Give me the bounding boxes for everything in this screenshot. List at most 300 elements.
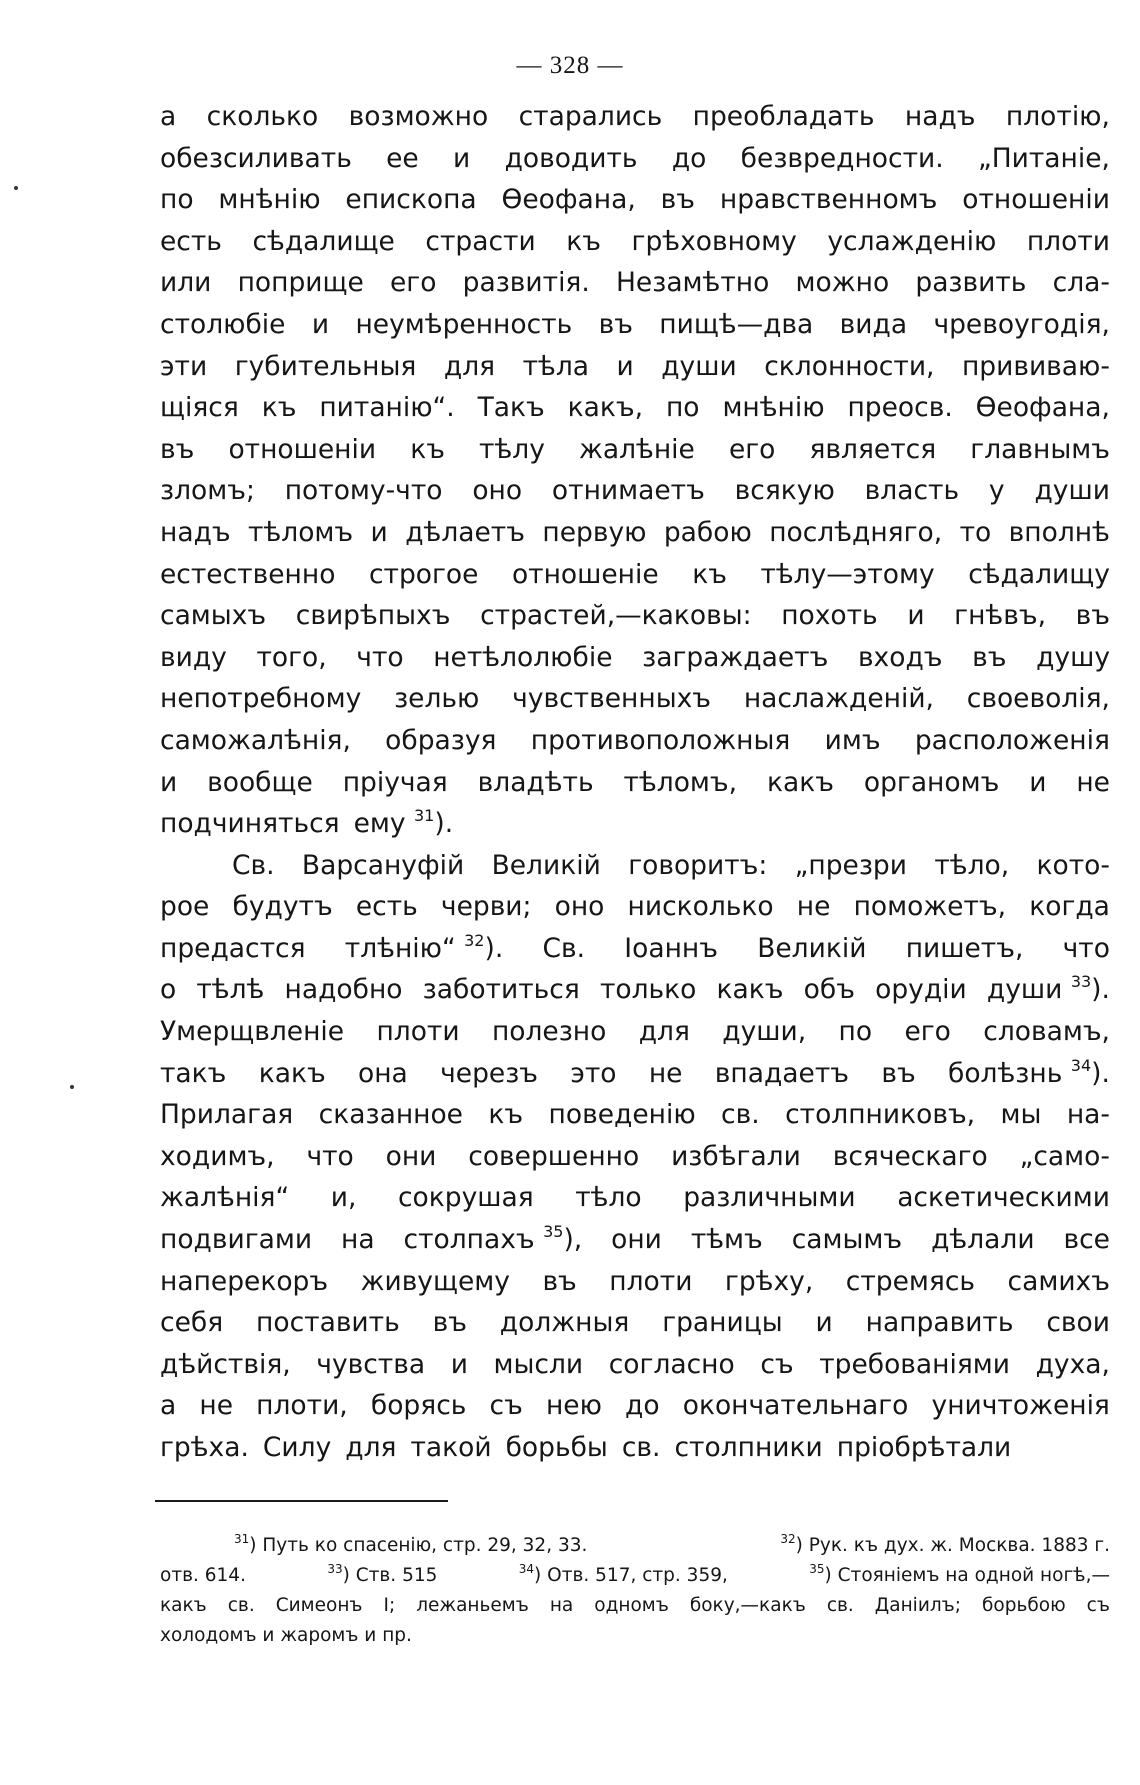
word: какъ [716,974,784,1006]
text-line [160,762,1110,804]
page-number: — 328 — [516,52,624,79]
word: говоритъ: [628,849,768,881]
word: его [389,267,437,299]
word: старались [518,101,663,132]
word: отношеніе [511,558,659,590]
word: въ [432,1307,467,1339]
word: поставить [256,1307,400,1339]
footnote-ref: 33 [1070,972,1092,992]
footnote-32 [780,1531,1110,1561]
word: не [1076,766,1110,798]
word: ему $^{31}$). [353,806,454,840]
word: столпахъ $^{35}$), [403,1222,583,1256]
word: страстей,—каковы: [480,600,752,632]
footnote-marker: 35 [809,1562,825,1576]
word: что [306,1140,354,1172]
word: нравственномъ [719,184,938,216]
word: мы [1000,1099,1042,1131]
text-line [160,554,1110,596]
text-line [160,387,1110,429]
word: что [356,641,404,673]
word: какъ, [567,392,644,424]
word: главнымъ [970,433,1110,465]
word: отнимаетъ [551,475,705,507]
word: доводить [504,142,638,174]
word: надобно [284,974,403,1006]
footnote-ref: 34 [1070,1055,1092,1075]
word: плоти [1026,225,1110,257]
word: епископа [345,184,477,216]
word: души $^{33}$). [986,972,1110,1006]
word: для [345,1432,397,1463]
word: Іоаннъ [624,932,718,964]
footnote-rule [155,1500,448,1502]
word: св. [227,1595,255,1616]
word: потому-что [284,475,443,507]
word: такой [410,1432,492,1463]
word: ходимъ, [160,1140,275,1172]
word: они [385,1140,437,1172]
word: оно [554,891,605,923]
text-line [160,429,1110,471]
word: владѣть [477,766,594,798]
word: саможалѣнія, [160,724,351,756]
footnote-33 [327,1561,437,1591]
word: чревоугодія, [933,308,1110,340]
text-line [160,886,1110,928]
footnote-marker: 34 [518,1562,535,1576]
word: Незамѣтно [616,267,770,299]
text-line [160,1094,1110,1136]
word: согласно [608,1348,735,1380]
word: кото- [1036,849,1110,881]
word: не [199,1390,234,1422]
word: „презри [794,849,907,881]
word: въ [598,308,633,340]
text-line [160,1177,1110,1219]
word: непотребному [160,683,362,715]
word: Умерщвленіе [160,1016,345,1048]
word: не [648,1057,683,1089]
word: власть [864,475,960,507]
word: какъ [766,766,834,798]
word: заграждаетъ [642,641,829,673]
word: Симеонъ [275,1595,363,1616]
word: и [160,766,178,798]
word: сла- [1052,267,1110,299]
word: борясь [370,1390,467,1422]
word: жалѣніе [578,433,695,465]
word: направить [865,1307,1014,1339]
text-line [160,304,1110,346]
text-line [160,96,1110,138]
word: плоти [376,1016,460,1048]
word: пріобрѣтали [836,1432,1012,1463]
word: когда [1029,891,1110,923]
word: щіяся [160,392,239,424]
word: развить [915,267,1027,299]
word: наперекоръ [160,1265,329,1297]
word: вида [839,308,908,340]
word: всякую [734,475,835,507]
word: орудіи [875,974,967,1006]
word: до [625,1390,660,1422]
word: къ [692,558,727,590]
word: питанію“. [319,392,455,424]
word: безвредности. [740,142,944,174]
word: обезсиливать [160,142,352,174]
scan-speck [14,186,18,190]
word: тѣло, [934,849,1010,881]
text-line [160,595,1110,637]
word: или [160,267,212,299]
word: Прилагая [160,1099,294,1131]
word: дѣйствія, [160,1348,291,1380]
text-line [160,179,1110,221]
word: входъ [857,641,943,673]
word: его [728,433,776,465]
text-line [160,1344,1110,1386]
word: объ [803,974,855,1006]
word: тѣлу—этому [760,558,935,590]
body-text [160,96,1110,1469]
text-line [160,138,1110,180]
word: отношеніи [228,433,377,465]
word: вполнѣ [1008,516,1110,548]
footnote-ref: 32 [464,930,485,950]
word: чувства [316,1348,426,1380]
word: на [549,1595,574,1616]
word: тѣло [575,1182,642,1214]
word: плоти [609,1265,693,1297]
word: и [815,1307,833,1339]
footnote-text: отв. 614. [160,1565,246,1586]
word: поприще [237,267,364,299]
word: сколько [206,101,319,132]
footnote-line [160,1531,1110,1561]
word: тѣломъ [248,516,354,548]
word: Св. [542,932,586,964]
word: виду [160,641,227,673]
word: вообще [207,766,313,798]
word: „само- [1019,1140,1110,1172]
text-line [160,1302,1110,1344]
word: „Питаніе, [977,142,1110,174]
footnote-marker: 33 [327,1562,343,1576]
word: это [570,1057,617,1089]
word: она [358,1057,408,1089]
word: а [160,101,177,132]
footnote-text: ) Рук. къ дух. ж. Москва. 1883 г. [795,1535,1110,1556]
word: къ [566,225,601,257]
word: Св. [232,849,275,881]
word: тѣла [522,350,589,382]
word: является [809,433,937,465]
footnote-text: ) Ств. 515 [342,1565,438,1586]
text-line [160,221,1110,263]
word: съ [760,1348,794,1380]
word: нисколько [627,891,774,923]
word: къ [488,1099,524,1131]
word: душу [1036,641,1110,673]
text-line [160,720,1110,762]
word: развитія. [462,267,590,299]
word: души, [722,1016,807,1048]
word: столпники [674,1432,823,1463]
word: самымъ [791,1224,903,1256]
footnote-ref: 31 [414,806,435,826]
word: I; [383,1595,396,1616]
word: преобладать [692,101,875,132]
word: самыхъ [160,600,267,632]
word: о [160,974,177,1006]
word: послѣдняго, [769,516,943,548]
word: въ [660,184,695,216]
word: и [311,308,330,340]
word: такъ [160,1057,227,1089]
word: сказанное [318,1099,463,1131]
word: тѣлу [479,433,545,465]
word: Силу [262,1432,332,1463]
word: тѣмъ [690,1224,763,1256]
word: своеволія, [966,683,1110,715]
word: къ [261,392,297,424]
word: Великій [491,849,601,881]
text-line [160,1427,1110,1469]
word: тѣлѣ [196,974,265,1006]
word: отношеніи [962,184,1110,216]
word: что [1062,932,1110,964]
word: все [1063,1224,1110,1256]
text-line [160,262,1110,304]
footnote-text: ) Путь ко спасенію, стр. 29, 32, 33. [249,1535,588,1556]
footnote-marker: 31 [234,1532,250,1546]
word: а [160,1390,177,1422]
word: они [611,1224,662,1256]
footnote-ref: 35 [543,1222,564,1242]
text-line [160,1136,1110,1178]
word: Даніилъ; [874,1595,961,1616]
word: болѣзнь $^{34}$). [947,1055,1110,1089]
word: прививаю- [961,350,1110,382]
footnote-31 [234,1531,587,1561]
word: по [160,184,194,216]
word: и, [330,1182,357,1214]
word: есть [160,225,222,257]
word: рабою [663,516,752,548]
word: и [616,350,634,382]
word: поведенію [548,1099,696,1131]
word: того, [256,641,327,673]
word: только [599,974,697,1006]
text-line [160,928,1110,970]
word: грѣховному [631,225,797,257]
text-line [160,346,1110,388]
word: плотію, [1005,101,1110,132]
word: духа, [1035,1348,1110,1380]
word: св. [826,1595,854,1616]
footnote-35 [809,1561,1110,1591]
word: преосв. [847,392,953,424]
word: есть [355,891,418,923]
word: столпниковъ, [785,1099,976,1131]
word: аскетическими [897,1182,1110,1214]
word: оно [472,475,523,507]
word: губительныя [234,350,417,382]
word: какъ [258,1057,326,1089]
word: Такъ [477,392,545,424]
word: и [1029,766,1047,798]
word: самихъ [1007,1265,1110,1297]
word: возможно [348,101,489,132]
word: гнѣвъ, [954,600,1046,632]
word: по [665,392,700,424]
word: чувственныхъ [512,683,712,715]
word: пишетъ, [905,932,1024,964]
word: уничтоженія [931,1390,1110,1422]
word: сокрушая [397,1182,534,1214]
word: сѣдалище [252,225,395,257]
word: подвигами [160,1224,313,1256]
text-line [160,845,1110,887]
word: до [671,142,707,174]
footnotes [160,1531,1110,1651]
word: эти [160,350,208,382]
word: расположенія [914,724,1110,756]
word: не [796,891,831,923]
text-line [160,1053,1110,1095]
text-line [160,678,1110,720]
word: склонности, [764,350,935,382]
word: въ [160,433,195,465]
word: себя [160,1307,224,1339]
word: образуя [385,724,497,756]
word: одномъ [594,1595,669,1616]
word: ее [386,142,419,174]
word: будутъ [232,891,333,923]
word: и [907,600,925,632]
word: должныя [499,1307,630,1339]
word: естественно [160,558,336,590]
word: противоположныя [530,724,791,756]
word: черви; [440,891,532,923]
word: пріучая [342,766,448,798]
text-line [160,969,1110,1011]
word: похоть [781,600,878,632]
text-line [160,637,1110,679]
word: услажденію [827,225,997,257]
word: дѣлали [931,1224,1035,1256]
word: органомъ [863,766,1000,798]
word: впадаетъ [714,1057,850,1089]
word: Великій [757,932,867,964]
word: грѣху, [724,1265,814,1297]
word: на- [1066,1099,1110,1131]
word: избѣгали [671,1140,801,1172]
footnote-line [160,1591,1110,1621]
word: въ [542,1265,577,1297]
word: жалѣнія“ [160,1182,290,1214]
word: боку,—какъ [689,1595,806,1616]
word: мнѣнію [218,184,321,216]
word: пищѣ—два [659,308,814,340]
word: имъ [824,724,881,756]
footnote-line [160,1561,1110,1591]
word: строгое [368,558,479,590]
word: столюбіе [160,308,286,340]
word: въ [1075,600,1110,632]
word: черезъ [440,1057,539,1089]
word: дѣлаетъ [405,516,525,548]
footnote-marker: 32 [780,1532,796,1546]
word: по [838,1016,873,1048]
word: нею [545,1390,602,1422]
word: души [1034,475,1110,507]
word: требованіями [819,1348,1011,1380]
word: и [450,1348,468,1380]
word: неумѣренность [355,308,573,340]
word: Варсануфій [301,849,465,881]
word: плоти, [256,1390,348,1422]
word: лежаньемъ [416,1595,529,1616]
word: тѣломъ, [623,766,738,798]
word: окончательнаго [682,1390,909,1422]
footnote-text: холодомъ и жаромъ и пр. [160,1625,412,1646]
word: словамъ, [983,1016,1110,1048]
word: къ [410,433,445,465]
word: въ [881,1057,916,1089]
word: борьбы [505,1432,608,1463]
scan-speck [70,1085,74,1089]
word: заботиться [422,974,580,1006]
word: на [341,1224,375,1256]
word: поможетъ, [853,891,1007,923]
word: борьбою [981,1595,1066,1616]
word: то [959,516,992,548]
word: стремясь [845,1265,976,1297]
word: его [904,1016,951,1048]
footnote-text: ) Отв. 517, стр. 359, [534,1565,728,1586]
word: можно [795,267,890,299]
word: совершенно [468,1140,640,1172]
word: мысли [493,1348,584,1380]
word: свирѣпыхъ [295,600,451,632]
text-line [160,803,1110,845]
footnote-line [160,1621,1110,1651]
word: для [638,1016,690,1048]
word: какъ [160,1595,207,1616]
word: съ [1086,1595,1110,1616]
word: мнѣнію [722,392,825,424]
word: надъ [904,101,976,132]
word: у [988,475,1005,507]
word: св. [721,1099,760,1131]
word: и [453,142,471,174]
word: зелью [394,683,480,715]
word: надъ [160,516,231,548]
word: съ [489,1390,523,1422]
text-line [160,1011,1110,1053]
word: наслажденій, [743,683,934,715]
word: подчиняться [160,808,340,840]
word: рое [160,891,210,923]
word: предастся [160,932,306,964]
word: Ѳеофана, [501,184,636,216]
text-line [160,512,1110,554]
word: всяческаго [832,1140,988,1172]
word: сѣдалищу [968,558,1110,590]
word: св. [621,1432,661,1463]
